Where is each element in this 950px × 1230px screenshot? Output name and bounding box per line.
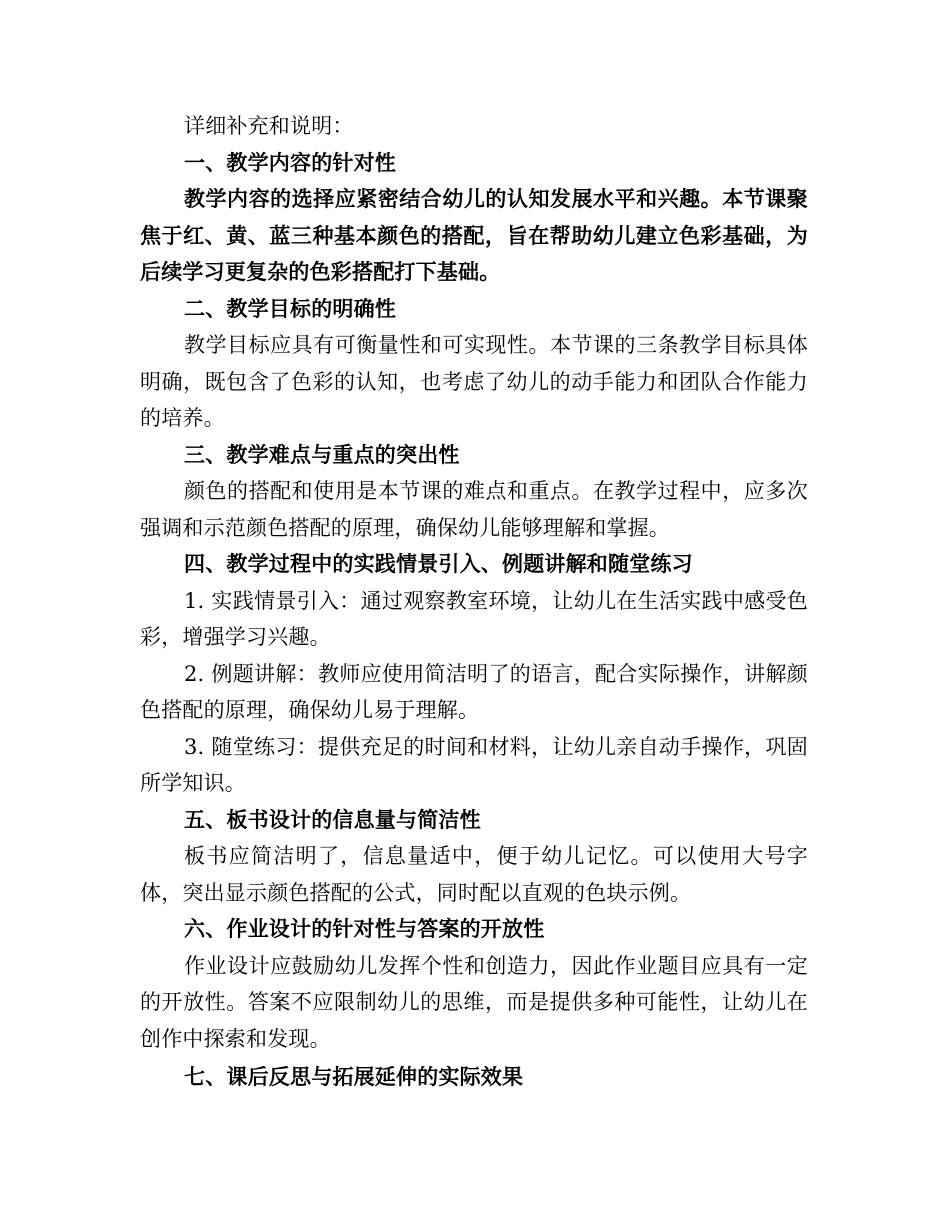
section-heading-1: 一、教学内容的针对性 [184, 149, 396, 175]
document-page [140, 108, 808, 1096]
section-heading-5: 五、板书设计的信息量与简洁性 [184, 806, 481, 832]
section-3-paragraph-1: 颜色的搭配和使用是本节课的难点和重点。在教学过程中，应多次强调和示范颜色搭配的原理，确保幼儿能够理解和掌握。 [140, 479, 808, 540]
section-heading-6: 六、作业设计的针对性与答案的开放性 [184, 916, 545, 941]
section-4-item-3: 3. 随堂练习：提供充足的时间和材料，让幼儿亲自动手操作，巩固所学知识。 [140, 734, 808, 795]
section-heading-4: 四、教学过程中的实践情景引入、例题讲解和随堂练习 [184, 551, 693, 576]
section-heading-7: 七、课后反思与拓展延伸的实际效果 [184, 1064, 524, 1089]
intro-text: 详细补充和说明： [184, 114, 354, 138]
section-2-paragraph-1: 教学目标应具有可衡量性和可实现性。本节课的三条教学目标具体明确，既包含了色彩的认知，也考虑了幼儿的动手能力和团队合作能力的培养。 [140, 333, 808, 430]
section-heading-3: 三、教学难点与重点的突出性 [184, 441, 460, 467]
section-5-paragraph-1: 板书应简洁明了，信息量适中，便于幼儿记忆。可以使用大号字体，突出显示颜色搭配的公式，同时配以直观的色块示例。 [140, 844, 808, 905]
section-6-paragraph-1: 作业设计应鼓励幼儿发挥个性和创造力，因此作业题目应具有一定的开放性。答案不应限制幼儿的思维，而是提供多种可能性，让幼儿在创作中探索和发现。 [140, 953, 808, 1051]
section-1-paragraph-1: 教学内容的选择应紧密结合幼儿的认知发展水平和兴趣。本节课聚焦于红、黄、蓝三种基本颜色的搭配，旨在帮助幼儿建立色彩基础，为后续学习更复杂的色彩搭配打下基础。 [140, 186, 808, 284]
section-4-item-2: 2. 例题讲解：教师应使用简洁明了的语言，配合实际操作，讲解颜色搭配的原理，确保幼儿易于理解。 [140, 661, 808, 722]
section-heading-2: 二、教学目标的明确性 [184, 295, 396, 321]
section-4-item-1: 1. 实践情景引入：通过观察教室环境，让幼儿在生活实践中感受色彩，增强学习兴趣。 [140, 588, 808, 649]
